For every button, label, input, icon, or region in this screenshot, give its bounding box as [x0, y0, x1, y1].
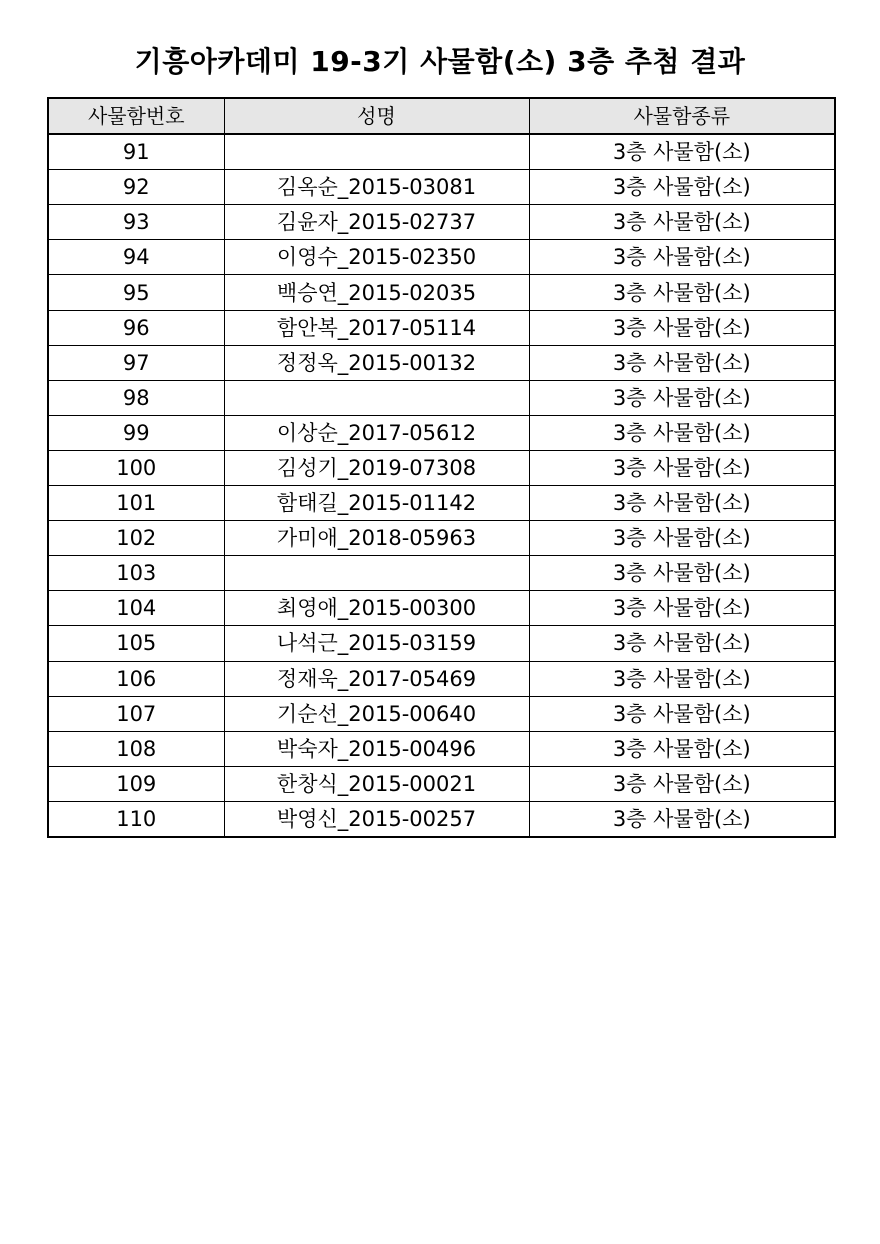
- locker-number-cell: 91: [48, 134, 224, 170]
- locker-number-cell: 98: [48, 380, 224, 415]
- locker-type-cell: 3층 사물함(소): [529, 661, 835, 696]
- name-cell: [224, 556, 529, 591]
- locker-type-cell: 3층 사물함(소): [529, 240, 835, 275]
- table-row: [48, 556, 835, 591]
- name-cell: 함태길_2015-01142: [224, 486, 529, 521]
- locker-type-cell: 3층 사물함(소): [529, 626, 835, 661]
- locker-number-cell: 106: [48, 661, 224, 696]
- locker-type-cell: 3층 사물함(소): [529, 696, 835, 731]
- locker-number-cell: 97: [48, 345, 224, 380]
- name-cell: 가미애_2018-05963: [224, 521, 529, 556]
- table-row: [48, 450, 835, 485]
- locker-type-cell: 3층 사물함(소): [529, 521, 835, 556]
- name-cell: 이영수_2015-02350: [224, 240, 529, 275]
- table-row: [48, 205, 835, 240]
- name-cell: 기순선_2015-00640: [224, 696, 529, 731]
- table-row: [48, 766, 835, 801]
- name-cell: 나석근_2015-03159: [224, 626, 529, 661]
- locker-type-cell: 3층 사물함(소): [529, 450, 835, 485]
- name-cell: 김윤자_2015-02737: [224, 205, 529, 240]
- name-cell: 최영애_2015-00300: [224, 591, 529, 626]
- name-cell: 한창식_2015-00021: [224, 766, 529, 801]
- table-row: [48, 591, 835, 626]
- name-cell: 김옥순_2015-03081: [224, 170, 529, 205]
- locker-number-cell: 101: [48, 486, 224, 521]
- table-row: [48, 345, 835, 380]
- header-locker-type: 사물함종류: [529, 98, 835, 134]
- table-row: [48, 310, 835, 345]
- name-cell: 정정옥_2015-00132: [224, 345, 529, 380]
- locker-number-cell: 95: [48, 275, 224, 310]
- table-row: [48, 801, 835, 837]
- table-header-row: [48, 98, 835, 134]
- locker-number-cell: 100: [48, 450, 224, 485]
- table-body: [48, 134, 835, 837]
- locker-number-cell: 105: [48, 626, 224, 661]
- locker-type-cell: 3층 사물함(소): [529, 345, 835, 380]
- locker-type-cell: 3층 사물함(소): [529, 766, 835, 801]
- name-cell: 박영신_2015-00257: [224, 801, 529, 837]
- locker-type-cell: 3층 사물함(소): [529, 170, 835, 205]
- locker-type-cell: 3층 사물함(소): [529, 380, 835, 415]
- locker-number-cell: 93: [48, 205, 224, 240]
- table-row: [48, 415, 835, 450]
- name-cell: 정재욱_2017-05469: [224, 661, 529, 696]
- document-title: 기흥아카데미 19-3기 사물함(소) 3층 추첨 결과: [134, 45, 746, 78]
- name-cell: 함안복_2017-05114: [224, 310, 529, 345]
- table-row: [48, 240, 835, 275]
- table-row: [48, 380, 835, 415]
- locker-type-cell: 3층 사물함(소): [529, 275, 835, 310]
- locker-number-cell: 94: [48, 240, 224, 275]
- name-cell: 이상순_2017-05612: [224, 415, 529, 450]
- table-row: [48, 696, 835, 731]
- name-cell: 박숙자_2015-00496: [224, 731, 529, 766]
- locker-type-cell: 3층 사물함(소): [529, 310, 835, 345]
- table-row: [48, 731, 835, 766]
- locker-type-cell: 3층 사물함(소): [529, 731, 835, 766]
- locker-type-cell: 3층 사물함(소): [529, 205, 835, 240]
- table-row: [48, 275, 835, 310]
- table-row: [48, 486, 835, 521]
- table-row: [48, 170, 835, 205]
- locker-number-cell: 108: [48, 731, 224, 766]
- table-row: [48, 521, 835, 556]
- locker-type-cell: 3층 사물함(소): [529, 134, 835, 170]
- locker-number-cell: 104: [48, 591, 224, 626]
- name-cell: [224, 380, 529, 415]
- locker-number-cell: 103: [48, 556, 224, 591]
- locker-number-cell: 92: [48, 170, 224, 205]
- name-cell: [224, 134, 529, 170]
- name-cell: 김성기_2019-07308: [224, 450, 529, 485]
- locker-number-cell: 99: [48, 415, 224, 450]
- locker-number-cell: 109: [48, 766, 224, 801]
- locker-type-cell: 3층 사물함(소): [529, 486, 835, 521]
- locker-type-cell: 3층 사물함(소): [529, 801, 835, 837]
- table-row: [48, 661, 835, 696]
- locker-type-cell: 3층 사물함(소): [529, 591, 835, 626]
- table-row: [48, 134, 835, 170]
- locker-number-cell: 107: [48, 696, 224, 731]
- header-name: 성명: [224, 98, 529, 134]
- locker-number-cell: 110: [48, 801, 224, 837]
- locker-assignment-table: [47, 97, 836, 838]
- locker-type-cell: 3층 사물함(소): [529, 556, 835, 591]
- name-cell: 백승연_2015-02035: [224, 275, 529, 310]
- locker-number-cell: 102: [48, 521, 224, 556]
- locker-type-cell: 3층 사물함(소): [529, 415, 835, 450]
- header-locker-number: 사물함번호: [48, 98, 224, 134]
- locker-number-cell: 96: [48, 310, 224, 345]
- table-row: [48, 626, 835, 661]
